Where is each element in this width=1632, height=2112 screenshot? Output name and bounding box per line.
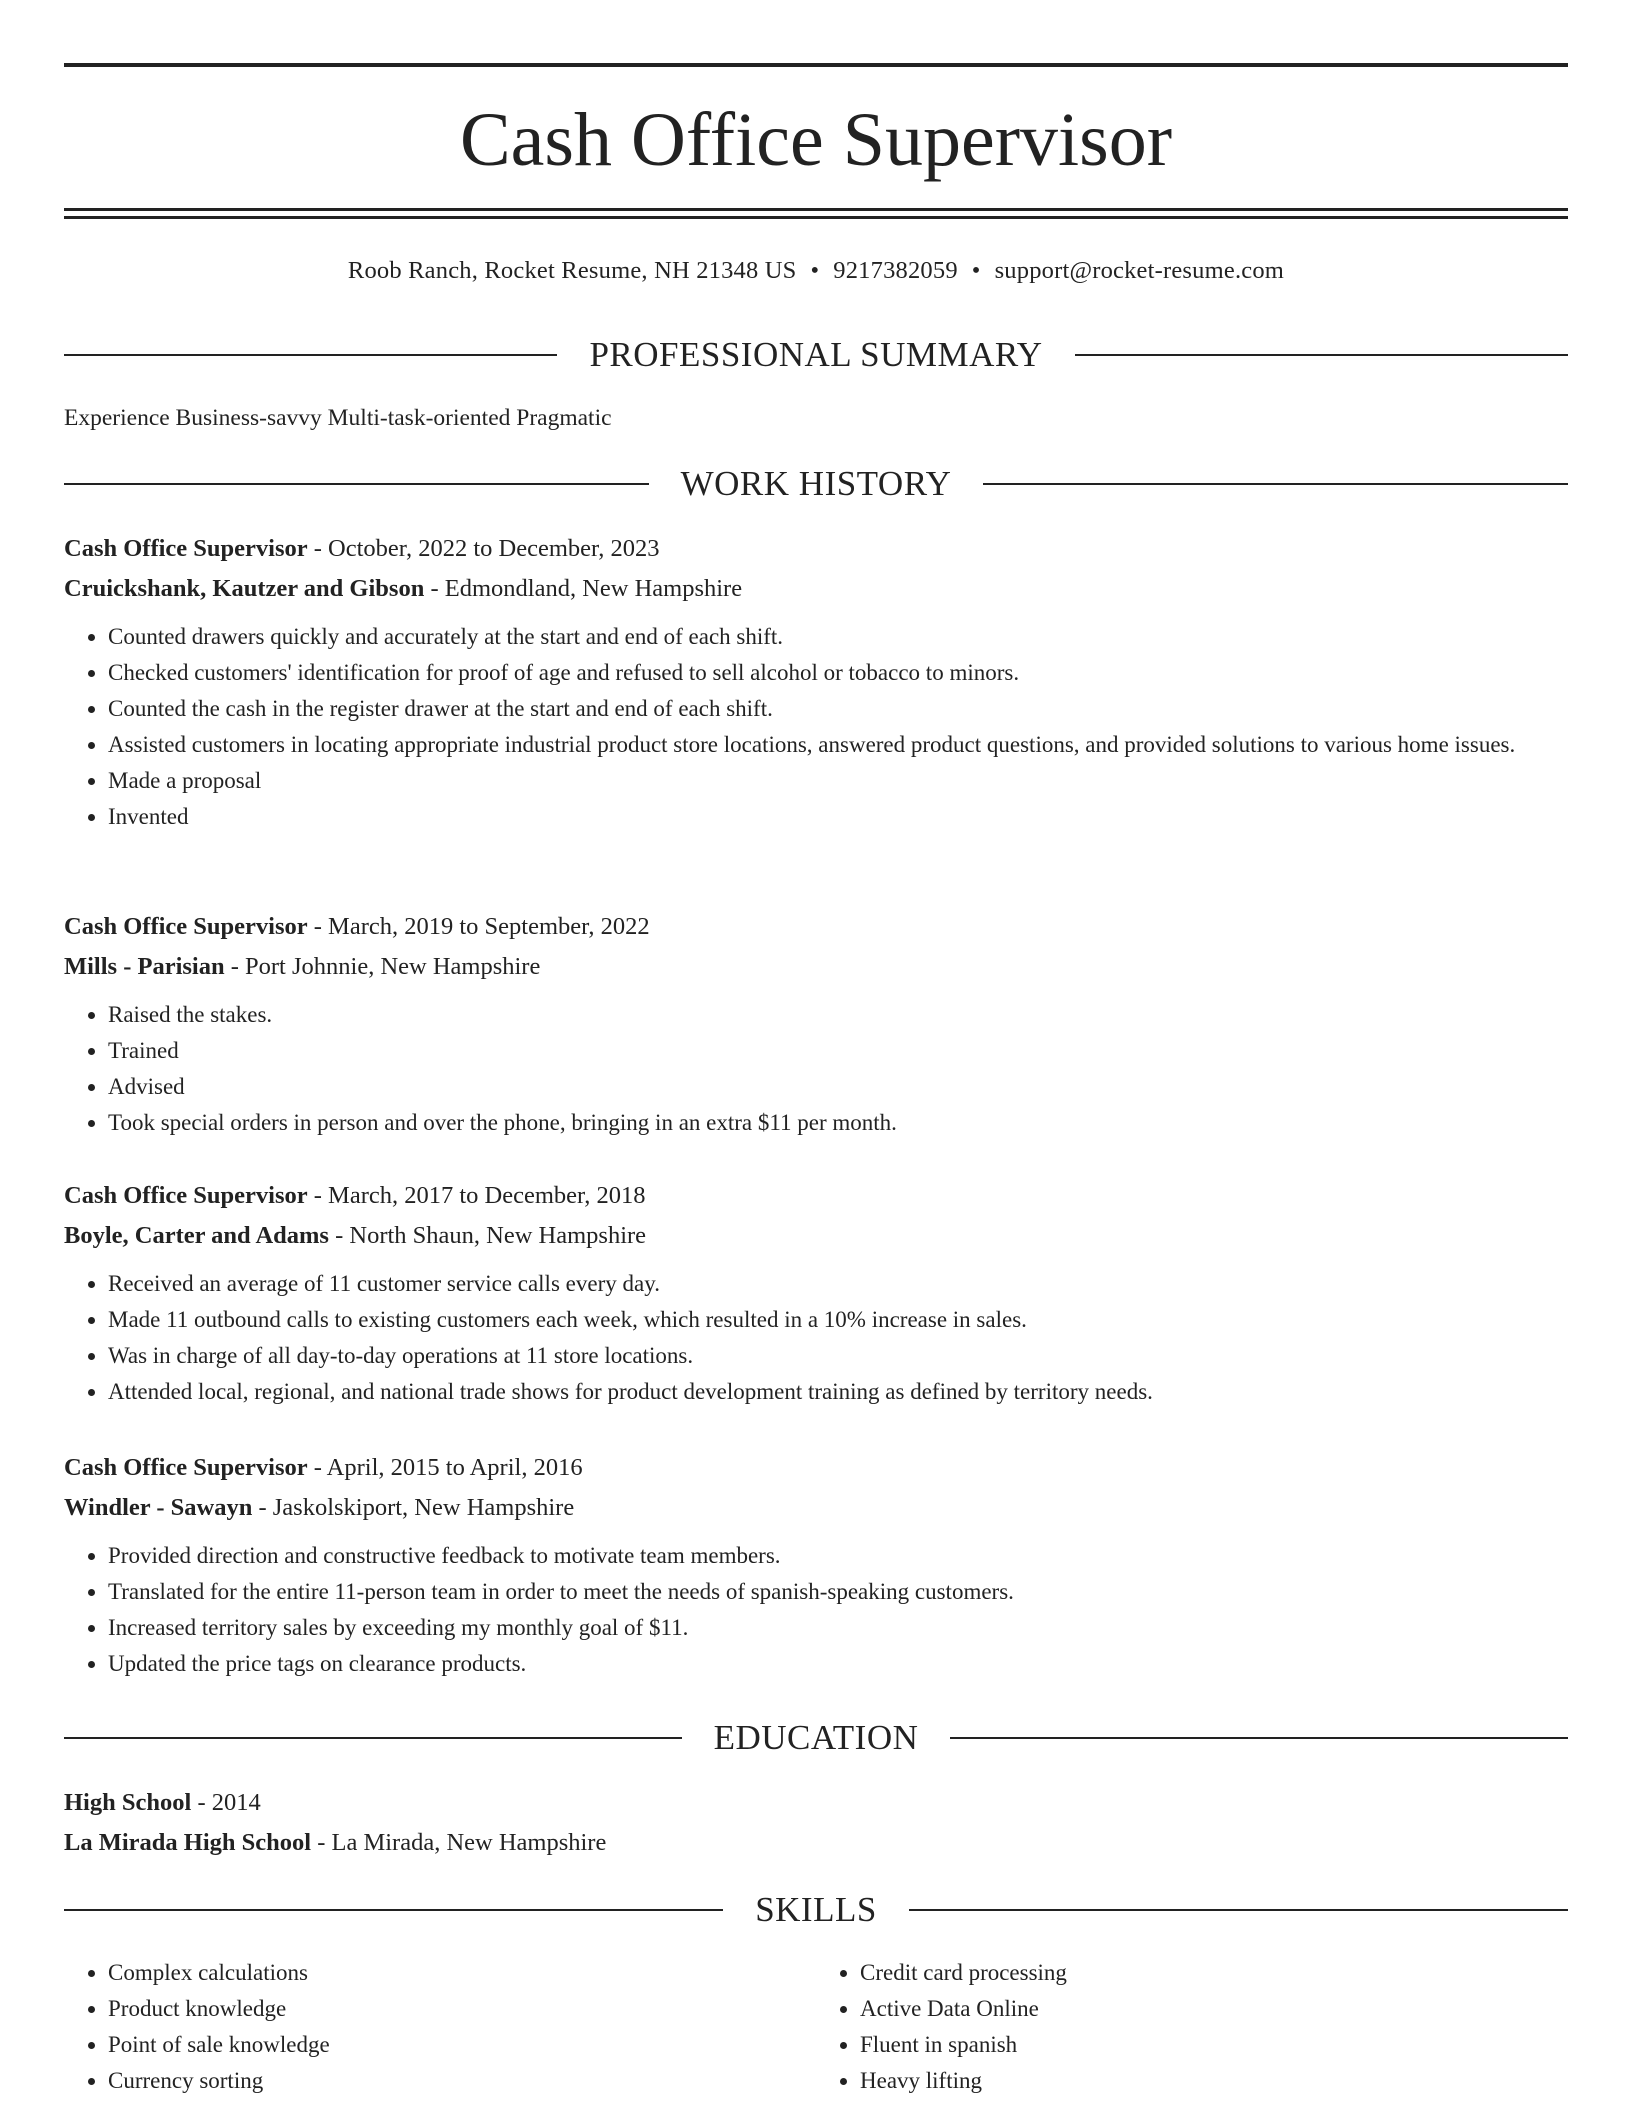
skill-item: • Active Data Online: [860, 1991, 1568, 2027]
job-title: Cash Office Supervisor: [64, 913, 308, 940]
job-dates: - October, 2022 to December, 2023: [307, 535, 660, 562]
contact-separator: •: [971, 257, 981, 284]
section-rule-left: [64, 1737, 682, 1739]
education-year: - 2014: [191, 1789, 261, 1816]
contact-line: [64, 253, 1568, 289]
job-bullet: • Raised the stakes.: [108, 997, 1568, 1033]
job-location: - Jaskolskiport, New Hampshire: [252, 1494, 575, 1521]
section-rule-left: [64, 483, 649, 485]
job-company-line: [64, 947, 1568, 987]
job-bullets: [64, 1266, 1568, 1410]
education-entry: [64, 1783, 1568, 1863]
section-rule-right: [983, 483, 1568, 485]
job-company-line: [64, 1488, 1568, 1528]
job-dates: - April, 2015 to April, 2016: [307, 1454, 583, 1481]
skill-item: • Complex calculations: [108, 1955, 816, 1991]
header-double-rule-bottom: [64, 216, 1568, 219]
job-bullet: • Counted the cash in the register drawer at the start and end of each shift.: [108, 691, 1568, 727]
section-heading-education: [64, 1716, 1568, 1760]
job-bullet: • Translated for the entire 11-person team in order to meet the needs of spanish-speaking customers.: [108, 1574, 1568, 1610]
section-heading-work-history: [64, 462, 1568, 506]
section-rule-left: [64, 1909, 723, 1911]
contact-separator: •: [810, 257, 820, 284]
job-bullet: • Updated the price tags on clearance products.: [108, 1646, 1568, 1682]
section-rule-right: [909, 1909, 1568, 1911]
job-dates: - March, 2017 to December, 2018: [307, 1182, 646, 1209]
section-title: EDUCATION: [713, 1718, 919, 1757]
job-location: - Port Johnnie, New Hampshire: [224, 953, 541, 980]
education-location: - La Mirada, New Hampshire: [311, 1829, 607, 1856]
job-bullet: • Took special orders in person and over the phone, bringing in an extra $11 per month.: [108, 1105, 1568, 1141]
job-dates: - March, 2019 to September, 2022: [307, 913, 650, 940]
education-school-line: [64, 1823, 1568, 1863]
contact-address: Roob Ranch, Rocket Resume, NH 21348 US: [347, 257, 797, 284]
job-company: Cruickshank, Kautzer and Gibson: [64, 575, 425, 602]
skills-column-left: [64, 1955, 816, 2099]
section-heading-summary: [64, 333, 1568, 377]
job-bullet: • Received an average of 11 customer service calls every day.: [108, 1266, 1568, 1302]
job-title-line: [64, 907, 1568, 947]
job-company: Windler - Sawayn: [64, 1494, 253, 1521]
header-top-rule: [64, 63, 1568, 67]
education-degree: High School: [64, 1789, 192, 1816]
job-location: - North Shaun, New Hampshire: [328, 1222, 647, 1249]
skill-item: • Fluent in spanish: [860, 2027, 1568, 2063]
skills-list: [64, 1955, 1568, 2099]
job-location: - Edmondland, New Hampshire: [424, 575, 743, 602]
section-title: WORK HISTORY: [680, 464, 952, 503]
job-entry: [64, 1448, 1568, 1682]
job-title-line: [64, 529, 1568, 569]
job-entry: [64, 529, 1568, 835]
job-title-line: [64, 1176, 1568, 1216]
job-bullet: • Counted drawers quickly and accurately at the start and end of each shift.: [108, 619, 1568, 655]
job-company-line: [64, 569, 1568, 609]
education-school: La Mirada High School: [64, 1829, 312, 1856]
skill-item: • Credit card processing: [860, 1955, 1568, 1991]
skill-item: • Point of sale knowledge: [108, 2027, 816, 2063]
job-company: Mills - Parisian: [64, 953, 225, 980]
job-bullet: • Assisted customers in locating appropriate industrial product store locations, answered product questions, and provided solutions to various home issues.: [108, 727, 1568, 763]
section-title: SKILLS: [755, 1890, 877, 1929]
job-bullet: • Made a proposal: [108, 763, 1568, 799]
job-bullet: • Trained: [108, 1033, 1568, 1069]
contact-email: support@rocket-resume.com: [994, 257, 1285, 284]
job-bullet: • Increased territory sales by exceeding my monthly goal of $11.: [108, 1610, 1568, 1646]
job-bullet: • Was in charge of all day-to-day operations at 11 store locations.: [108, 1338, 1568, 1374]
job-entry: [64, 1176, 1568, 1410]
summary-text: Experience Business-savvy Multi-task-oriented Pragmatic: [64, 405, 612, 431]
section-heading-skills: [64, 1888, 1568, 1932]
job-bullets: [64, 1538, 1568, 1682]
page-title: Cash Office Supervisor: [459, 98, 1173, 182]
job-title-line: [64, 1448, 1568, 1488]
job-title: Cash Office Supervisor: [64, 535, 308, 562]
contact-phone: 9217382059: [833, 257, 958, 284]
education-degree-line: [64, 1783, 1568, 1823]
job-bullets: [64, 619, 1568, 835]
job-bullet: • Invented: [108, 799, 1568, 835]
job-bullet: • Provided direction and constructive feedback to motivate team members.: [108, 1538, 1568, 1574]
job-title: Cash Office Supervisor: [64, 1454, 308, 1481]
skill-item: • Product knowledge: [108, 1991, 816, 2027]
job-bullet: • Advised: [108, 1069, 1568, 1105]
job-company: Boyle, Carter and Adams: [64, 1222, 329, 1249]
job-bullet: • Attended local, regional, and national trade shows for product development training as defined by territory needs.: [108, 1374, 1568, 1410]
skill-item: • Heavy lifting: [860, 2063, 1568, 2099]
skills-column-right: [816, 1955, 1568, 2099]
job-entry: [64, 907, 1568, 1141]
job-company-line: [64, 1216, 1568, 1256]
job-bullets: [64, 997, 1568, 1141]
job-title: Cash Office Supervisor: [64, 1182, 308, 1209]
header-double-rule-top: [64, 208, 1568, 211]
skill-item: • Currency sorting: [108, 2063, 816, 2099]
section-rule-right: [1075, 354, 1568, 356]
section-title: PROFESSIONAL SUMMARY: [589, 335, 1043, 374]
job-bullet: • Checked customers' identification for proof of age and refused to sell alcohol or tobacco to minors.: [108, 655, 1568, 691]
job-bullet: • Made 11 outbound calls to existing customers each week, which resulted in a 10% increase in sales.: [108, 1302, 1568, 1338]
section-rule-right: [950, 1737, 1568, 1739]
section-rule-left: [64, 354, 557, 356]
